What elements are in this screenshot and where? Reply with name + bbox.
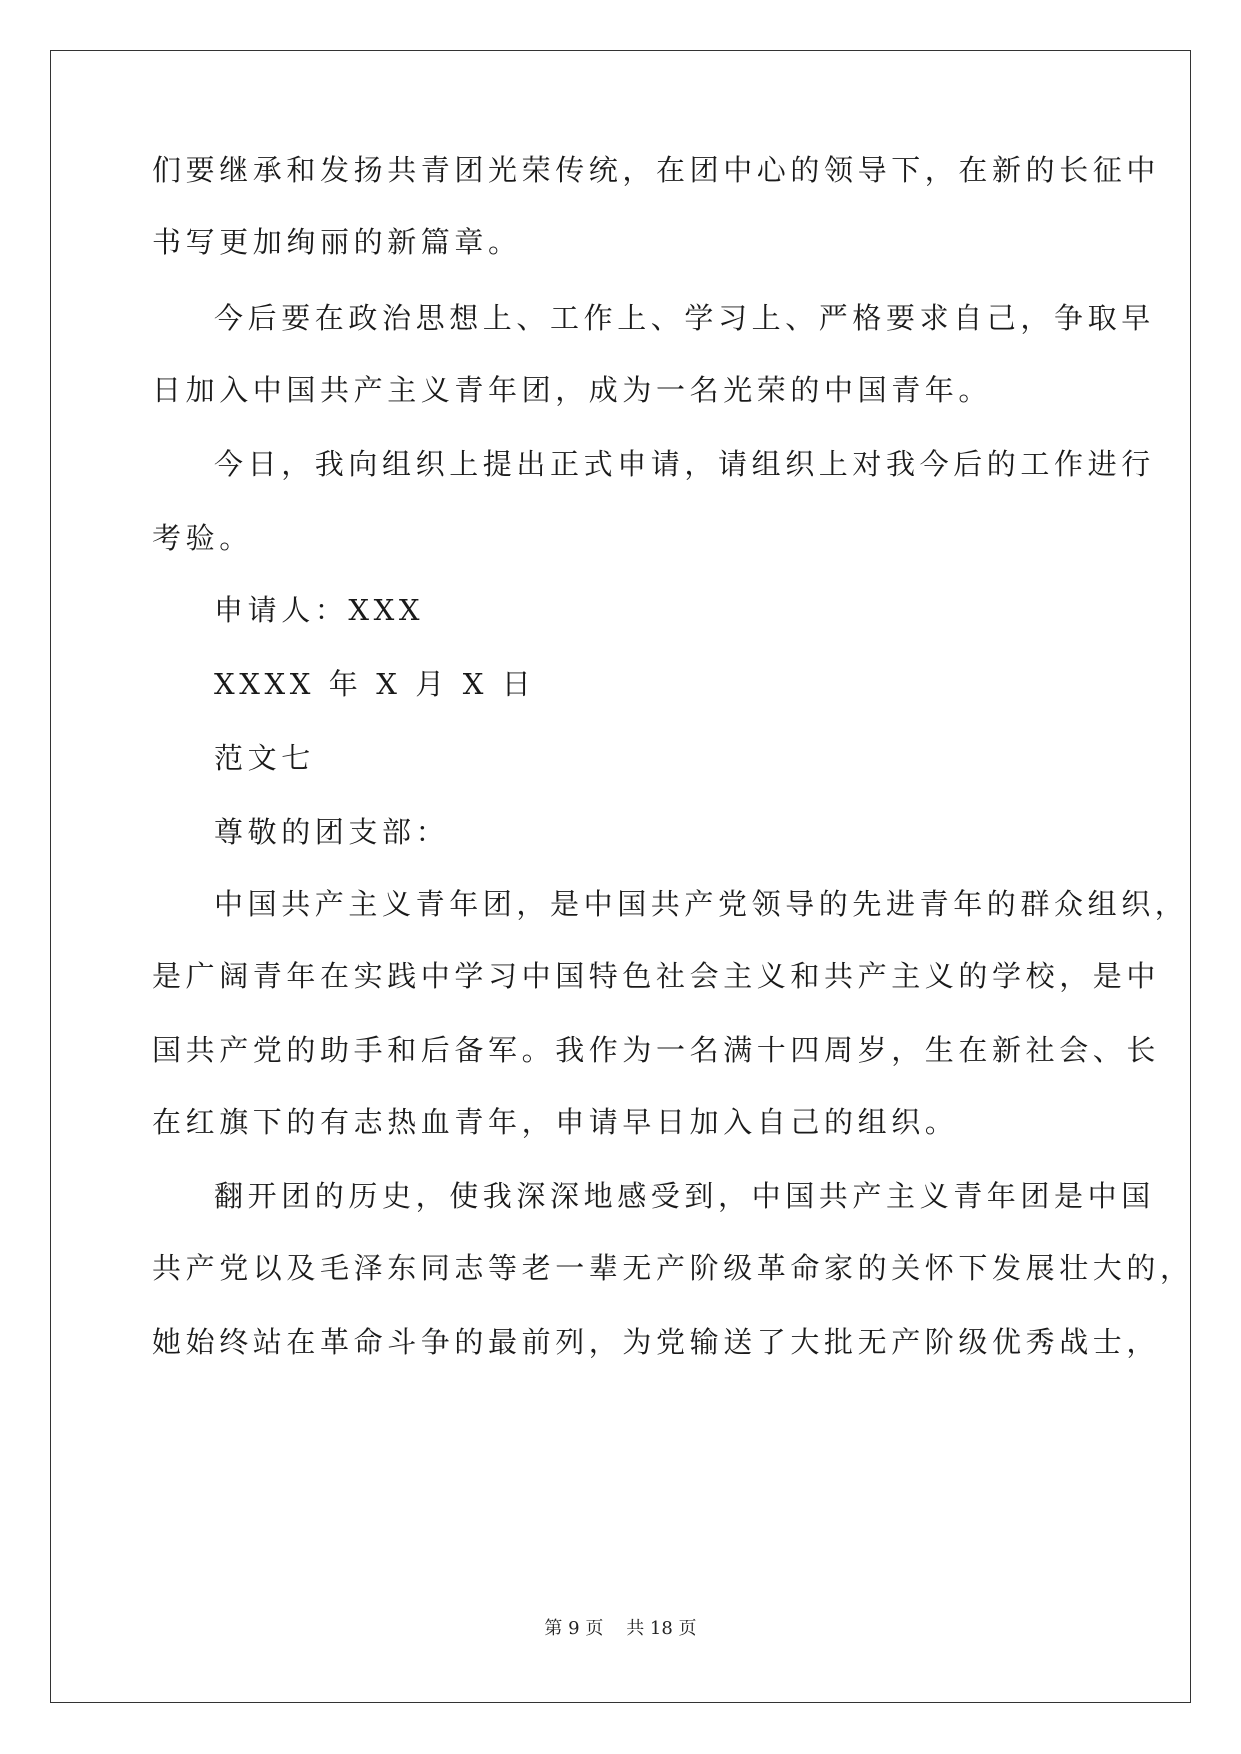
text-line: 她始终站在革命斗争的最前列，为党输送了大批无产阶级优秀战士， bbox=[152, 1325, 1161, 1359]
text-line: 在红旗下的有志热血青年，申请早日加入自己的组织。 bbox=[152, 1105, 959, 1139]
text-line: 书写更加绚丽的新篇章。 bbox=[152, 225, 522, 259]
text-line: 国共产党的助手和后备军。我作为一名满十四周岁，生在新社会、长 bbox=[152, 1033, 1161, 1067]
text-line: 日加入中国共产主义青年团，成为一名光荣的中国青年。 bbox=[152, 373, 993, 407]
text-line: 是广阔青年在实践中学习中国特色社会主义和共产主义的学校，是中 bbox=[152, 959, 1161, 993]
text-line: 翻开团的历史，使我深深地感受到，中国共产主义青年团是中国 bbox=[214, 1179, 1155, 1213]
text-line: 今后要在政治思想上、工作上、学习上、严格要求自己，争取早 bbox=[214, 301, 1155, 335]
text-line: 中国共产主义青年团，是中国共产党领导的先进青年的群众组织， bbox=[214, 887, 1189, 921]
text-line: 们要继承和发扬共青团光荣传统，在团中心的领导下，在新的长征中 bbox=[152, 153, 1161, 187]
text-line: 今日，我向组织上提出正式申请，请组织上对我今后的工作进行 bbox=[214, 447, 1155, 481]
salutation: 尊敬的团支部： bbox=[214, 815, 450, 849]
date-line: XXXX 年 X 月 X 日 bbox=[214, 667, 536, 701]
section-heading: 范文七 bbox=[214, 741, 315, 775]
applicant-line: 申请人：XXX bbox=[214, 593, 425, 627]
text-line: 考验。 bbox=[152, 521, 253, 555]
page-number-footer: 第 9 页 共 18 页 bbox=[544, 1618, 697, 1639]
text-line: 共产党以及毛泽东同志等老一辈无产阶级革命家的关怀下发展壮大的， bbox=[152, 1251, 1194, 1285]
